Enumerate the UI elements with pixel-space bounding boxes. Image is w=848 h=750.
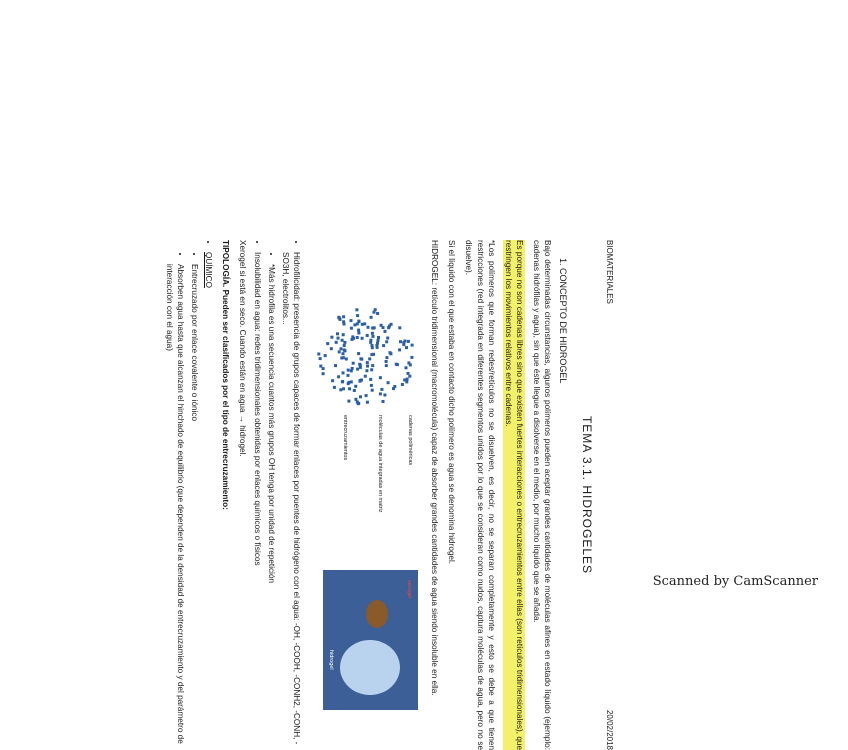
network-node [409, 363, 412, 366]
network-node [386, 340, 389, 343]
network-node [322, 367, 325, 370]
network-node [382, 344, 385, 347]
network-node [319, 357, 322, 360]
network-node [394, 385, 397, 388]
network-node [370, 384, 373, 387]
network-node [342, 387, 345, 390]
network-node [371, 368, 374, 371]
network-node [366, 401, 369, 404]
page-title: TEMA 3.1. HIDROGELES [580, 415, 595, 575]
network-node [343, 349, 346, 352]
network-node [348, 387, 351, 390]
network-node [357, 352, 360, 355]
network-node [411, 356, 414, 359]
network-node [372, 353, 375, 356]
network-node [396, 363, 399, 366]
hydrogel-sample [340, 640, 400, 695]
paragraph-2: Es porque no son cadenas libres sino que existen fuertes interacciones o entrecruzamientos entre ellas (son retículos tridimensionales), que restringen los movimientos relativos entre cadenas. [503, 240, 524, 750]
network-node [331, 336, 334, 339]
network-node [352, 362, 355, 365]
network-node [370, 339, 373, 342]
network-node [376, 346, 379, 349]
network-node [398, 348, 401, 351]
network-node [369, 357, 372, 360]
tipologia-list [164, 252, 214, 750]
network-node [384, 394, 387, 397]
network-node [356, 401, 359, 404]
network-node [409, 375, 412, 378]
network-node [366, 369, 369, 372]
network-node [411, 344, 414, 347]
network-node [342, 371, 345, 374]
network-node [356, 322, 359, 325]
network-node [356, 308, 359, 311]
network-node [357, 329, 360, 332]
network-node [347, 382, 350, 385]
network-node [356, 368, 359, 371]
list-item-hidrofilicidad: • Hidrofilicidad: presencia de grupos capaces de formar enlaces por puentes de hidrógeno con el agua: -OH, -COOH, -CONH2, -CONH, -SO3H, electrolitos... [280, 252, 302, 750]
network-node [347, 369, 350, 372]
network-node [336, 332, 339, 335]
network-node [359, 363, 362, 366]
network-node [342, 315, 345, 318]
photo-label-hidrogel: hidrogel [328, 650, 335, 670]
network-node [404, 379, 407, 382]
page-header [603, 240, 614, 750]
network-node [347, 374, 350, 377]
network-node [361, 337, 364, 340]
network-node [366, 361, 369, 364]
network-node [350, 380, 353, 383]
network-node [371, 332, 374, 335]
photo-label-xerogel: xerogel [406, 580, 413, 599]
network-node [356, 336, 359, 339]
network-node [334, 364, 337, 367]
network-node [358, 332, 361, 335]
network-node [381, 388, 384, 391]
network-node [385, 360, 388, 363]
network-node [355, 398, 358, 401]
network-node [350, 319, 353, 322]
network-node [399, 340, 402, 343]
network-node [335, 341, 338, 344]
network-node [341, 380, 344, 383]
network-node [342, 352, 345, 355]
network-node [344, 341, 347, 344]
tipologia-heading: TIPOLOGÍA. Pueden ser clasificados por el tipo de entrecruzamiento: [221, 240, 230, 510]
network-node [340, 388, 343, 391]
network-node [345, 358, 348, 361]
network-node [372, 364, 375, 367]
network-node [377, 336, 380, 339]
network-node [366, 365, 369, 368]
network-node [359, 366, 362, 369]
network-node [386, 356, 389, 359]
network-node [407, 340, 410, 343]
network-node [361, 358, 364, 361]
network-node [327, 342, 330, 345]
network-node [318, 353, 321, 356]
figure-row [308, 240, 423, 750]
network-node [403, 343, 406, 346]
rotated-content [0, 240, 620, 750]
xerogel-sample [366, 600, 388, 628]
network-node [342, 356, 345, 359]
network-node [337, 337, 340, 340]
properties-list [252, 252, 302, 750]
network-node [387, 381, 390, 384]
network-node [364, 322, 367, 325]
network-node [365, 394, 368, 397]
network-node [322, 372, 325, 375]
hydrogel-photo [323, 570, 418, 710]
network-node [405, 366, 408, 369]
network-node [359, 395, 362, 398]
network-node [390, 323, 393, 326]
list-item-q1: • Entrecruzado por enlace covalente o iónico [189, 264, 200, 750]
network-node [333, 386, 336, 389]
network-node [377, 339, 380, 342]
list-item-q2: • Absorben agua hasta que alcanzan el hinchado de equilibrio (que dependen de la densidad de entrecruzamiento y del parámetro de interacción con el agua) [164, 264, 186, 750]
network-node [370, 316, 373, 319]
network-node [384, 330, 387, 333]
network-node [339, 318, 342, 321]
network-node [341, 339, 344, 342]
network-node [324, 354, 327, 357]
network-node [343, 344, 346, 347]
network-node [387, 326, 390, 329]
network-node [360, 379, 363, 382]
network-node [351, 367, 354, 370]
network-node [399, 326, 402, 329]
network-node [366, 334, 369, 337]
network-node [340, 347, 343, 350]
network-node [367, 326, 370, 329]
list-item-insolubilidad: • Insolubilidad en agua: redes tridimensionales obtenidas por enlaces químicos o físicos [252, 252, 263, 750]
network-node [405, 346, 408, 349]
network-node [372, 327, 375, 330]
paragraph-4: Si el líquido con el que estaba en contacto dicho polímero es agua se denomina hidrogel. [447, 240, 457, 565]
network-node [356, 314, 359, 317]
list-item-quimico: • QUÍMICO [203, 252, 214, 750]
network-node [342, 333, 345, 336]
network-node [331, 379, 334, 382]
network-node [358, 320, 361, 323]
section-heading: 1. CONCEPTO DE HIDROGEL [558, 258, 569, 384]
fig1-label-3: entrecruzamientos [342, 415, 349, 461]
network-node [382, 400, 385, 403]
network-node [379, 376, 382, 379]
header-right: 20/02/2018 [605, 709, 614, 750]
fig1-label-1: cadenas poliméricas [407, 415, 414, 466]
network-node [338, 350, 341, 353]
network-node [342, 320, 345, 323]
network-node [371, 389, 374, 392]
network-node [401, 383, 404, 386]
network-node [348, 400, 351, 403]
list-item-subpoint: • *Más hidrofila es una secuencia cuantos más grupos OH tenga por unidad de repetición [266, 264, 277, 750]
network-node [355, 385, 358, 388]
paragraph-1: Bajo determinadas circunstancias, algunos polímeros pueden aceptar grandes cantidades de moléculas afines en estado líquido (ejemplo: cadenas hidrófilas y agua), sin que éste llegue a disolverse en el medio, por mucho líquido que se añada. [531, 240, 552, 750]
polymer-network-figure [313, 300, 423, 410]
network-node [379, 392, 382, 395]
network-node [330, 347, 333, 350]
network-node [374, 308, 377, 311]
scanner-watermark: Scanned by CamScanner [652, 574, 818, 589]
network-node [371, 346, 374, 349]
network-node [350, 327, 353, 330]
xerogel-note: Xerogel si está en seco. Cuando están en agua → hidrogel. [238, 240, 248, 457]
network-node [353, 389, 356, 392]
network-node [385, 364, 388, 367]
network-node [407, 372, 410, 375]
header-left: BIOMATERIALES [605, 240, 614, 304]
network-node [387, 337, 390, 340]
network-node [376, 312, 379, 315]
network-node [337, 375, 340, 378]
network-node [390, 352, 393, 355]
network-node [380, 324, 383, 327]
paragraph-3: *Los polímeros que forman redes/retículos no se disuelven, es decir, no se separan completamente y esto se debe a que tienen restricciones (red integrada en diferentes segmentos unidos por lo que se consideran como nudos, captura moléculas de agua, pero no se disuelve). [464, 240, 496, 750]
network-node [352, 337, 355, 340]
network-node [364, 375, 367, 378]
fig1-label-2: moléculas de agua integradas en matriz [377, 415, 384, 513]
paragraph-5: HIDROGEL: retículo tridimensional (macromolécula) capaz de absorber grandes cantidades de agua siendo insoluble en ella. [430, 240, 440, 696]
network-node [372, 335, 375, 338]
network-node [370, 378, 373, 381]
